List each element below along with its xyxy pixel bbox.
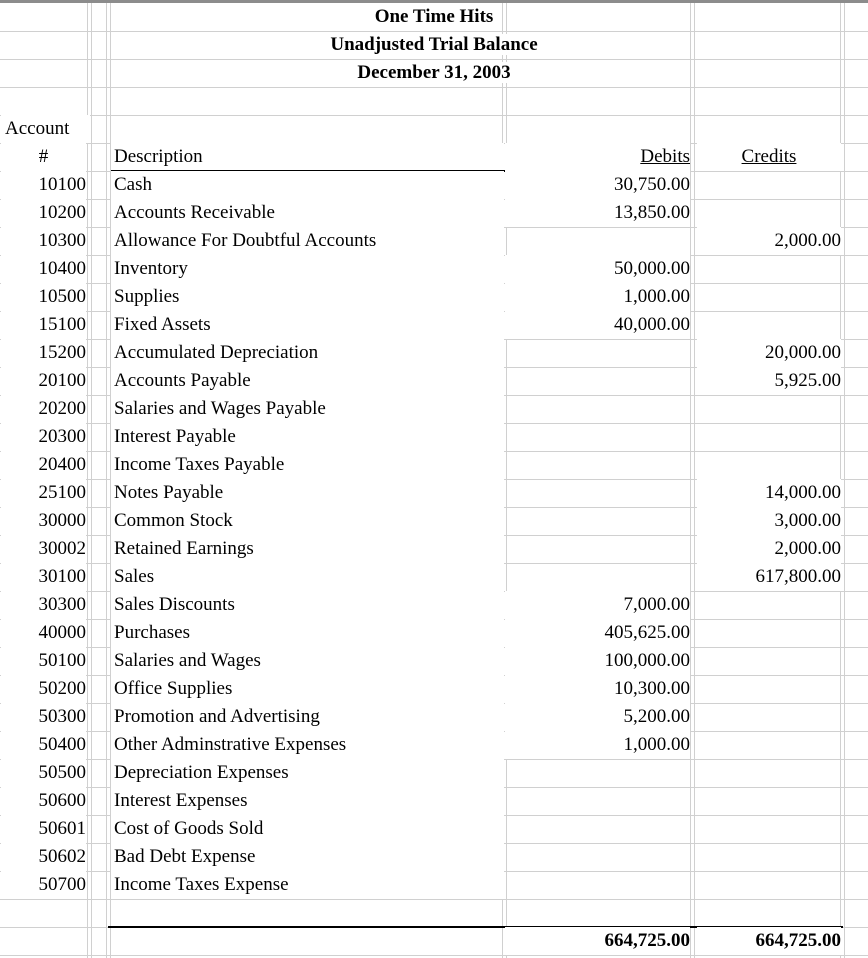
account-number[interactable]: 50400	[1, 731, 86, 759]
debit-amount[interactable]: 13,850.00	[505, 199, 690, 227]
account-number[interactable]: 15200	[1, 339, 86, 367]
credit-amount[interactable]: 20,000.00	[697, 339, 841, 367]
account-number[interactable]: 50601	[1, 815, 86, 843]
account-number[interactable]: 50200	[1, 675, 86, 703]
debit-amount[interactable]	[505, 507, 690, 535]
debit-amount[interactable]: 1,000.00	[505, 283, 690, 311]
account-description[interactable]: Accounts Payable	[111, 367, 504, 395]
account-description[interactable]: Income Taxes Expense	[111, 871, 504, 899]
debit-amount[interactable]: 1,000.00	[505, 731, 690, 759]
account-description[interactable]: Sales	[111, 563, 504, 591]
debit-amount[interactable]	[505, 563, 690, 591]
account-number[interactable]: 10500	[1, 283, 86, 311]
account-number[interactable]: 20200	[1, 395, 86, 423]
credit-amount[interactable]	[697, 843, 841, 871]
credit-amount[interactable]	[697, 759, 841, 787]
account-number[interactable]: 30100	[1, 563, 86, 591]
debit-amount[interactable]	[505, 871, 690, 899]
account-description[interactable]: Bad Debt Expense	[111, 843, 504, 871]
credit-amount[interactable]: 14,000.00	[697, 479, 841, 507]
account-number[interactable]: 50600	[1, 787, 86, 815]
column-gridline	[106, 0, 107, 958]
debits-header[interactable]: Debits	[505, 143, 690, 171]
account-number[interactable]: 10300	[1, 227, 86, 255]
account-description[interactable]: Retained Earnings	[111, 535, 504, 563]
account-number-header[interactable]: #	[1, 143, 86, 171]
column-gridline	[91, 0, 92, 958]
column-gridline	[87, 0, 88, 958]
account-description[interactable]: Notes Payable	[111, 479, 504, 507]
debit-amount[interactable]: 50,000.00	[505, 255, 690, 283]
account-description[interactable]: Income Taxes Payable	[111, 451, 504, 479]
account-description[interactable]: Supplies	[111, 283, 504, 311]
account-number[interactable]: 30002	[1, 535, 86, 563]
account-number[interactable]: 50602	[1, 843, 86, 871]
credit-amount[interactable]: 5,925.00	[697, 367, 841, 395]
debit-amount[interactable]	[505, 395, 690, 423]
account-description[interactable]: Interest Payable	[111, 423, 504, 451]
row-gridline	[0, 115, 868, 116]
credit-amount[interactable]	[697, 591, 841, 619]
account-description[interactable]: Salaries and Wages Payable	[111, 395, 504, 423]
report-title: Unadjusted Trial Balance	[330, 34, 538, 55]
account-number[interactable]: 15100	[1, 311, 86, 339]
credit-amount[interactable]	[697, 395, 841, 423]
account-number[interactable]: 30000	[1, 507, 86, 535]
credit-amount[interactable]	[697, 787, 841, 815]
column-gridline	[844, 0, 845, 958]
row-gridline	[0, 87, 868, 88]
account-description[interactable]: Purchases	[111, 619, 504, 647]
account-description[interactable]: Common Stock	[111, 507, 504, 535]
debit-amount[interactable]	[505, 423, 690, 451]
credits-header[interactable]: Credits	[697, 143, 841, 171]
credit-amount[interactable]	[697, 199, 841, 227]
credit-amount[interactable]	[697, 451, 841, 479]
debit-amount[interactable]	[505, 339, 690, 367]
credit-amount[interactable]	[697, 171, 841, 199]
account-description[interactable]: Accounts Receivable	[111, 199, 504, 227]
total-debits[interactable]: 664,725.00	[505, 927, 690, 955]
column-gridline	[694, 0, 695, 958]
debit-amount[interactable]: 5,200.00	[505, 703, 690, 731]
account-number[interactable]: 20400	[1, 451, 86, 479]
account-number[interactable]: 20100	[1, 367, 86, 395]
account-number[interactable]: 50500	[1, 759, 86, 787]
debit-amount[interactable]	[505, 451, 690, 479]
debit-amount[interactable]	[505, 787, 690, 815]
account-header[interactable]: Account	[1, 115, 90, 143]
account-description[interactable]: Fixed Assets	[111, 311, 504, 339]
account-description[interactable]: Accumulated Depreciation	[111, 339, 504, 367]
debit-amount[interactable]: 7,000.00	[505, 591, 690, 619]
credit-amount[interactable]	[697, 815, 841, 843]
account-description[interactable]: Promotion and Advertising	[111, 703, 504, 731]
account-number[interactable]: 25100	[1, 479, 86, 507]
account-description[interactable]: Salaries and Wages	[111, 647, 504, 675]
credit-amount[interactable]: 617,800.00	[697, 563, 841, 591]
account-description[interactable]: Allowance For Doubtful Accounts	[111, 227, 504, 255]
row-gridline	[0, 955, 868, 956]
account-number[interactable]: 10200	[1, 199, 86, 227]
account-number[interactable]: 50100	[1, 647, 86, 675]
debit-amount[interactable]	[505, 843, 690, 871]
credit-amount[interactable]	[697, 311, 841, 339]
row-gridline	[0, 899, 868, 900]
account-number[interactable]: 50700	[1, 871, 86, 899]
company-title: One Time Hits	[374, 6, 494, 27]
credit-amount[interactable]	[697, 255, 841, 283]
debit-amount[interactable]	[505, 535, 690, 563]
debit-amount[interactable]	[505, 759, 690, 787]
credit-amount[interactable]	[697, 647, 841, 675]
account-description[interactable]: Cash	[111, 171, 504, 199]
account-description[interactable]: Office Supplies	[111, 675, 504, 703]
account-description[interactable]: Depreciation Expenses	[111, 759, 504, 787]
debit-amount[interactable]	[505, 227, 690, 255]
credit-amount[interactable]: 2,000.00	[697, 535, 841, 563]
credit-amount[interactable]	[697, 675, 841, 703]
credit-amount[interactable]: 2,000.00	[697, 227, 841, 255]
account-description[interactable]: Other Adminstrative Expenses	[111, 731, 504, 759]
credit-amount[interactable]	[697, 703, 841, 731]
account-description[interactable]: Interest Expenses	[111, 787, 504, 815]
debit-amount[interactable]: 10,300.00	[505, 675, 690, 703]
account-description[interactable]: Cost of Goods Sold	[111, 815, 504, 843]
debit-amount[interactable]: 30,750.00	[505, 171, 690, 199]
credit-amount[interactable]	[697, 423, 841, 451]
credit-amount[interactable]	[697, 619, 841, 647]
debit-amount[interactable]: 100,000.00	[505, 647, 690, 675]
credit-amount[interactable]	[697, 731, 841, 759]
account-description[interactable]: Inventory	[111, 255, 504, 283]
debit-amount[interactable]	[505, 479, 690, 507]
report-date: December 31, 2003	[357, 62, 511, 83]
account-number[interactable]: 40000	[1, 619, 86, 647]
credit-amount[interactable]: 3,000.00	[697, 507, 841, 535]
account-number[interactable]: 20300	[1, 423, 86, 451]
account-number[interactable]: 10400	[1, 255, 86, 283]
column-gridline	[690, 0, 691, 958]
debit-amount[interactable]	[505, 815, 690, 843]
total-credits[interactable]: 664,725.00	[697, 927, 841, 955]
account-number[interactable]: 30300	[1, 591, 86, 619]
account-description[interactable]: Sales Discounts	[111, 591, 504, 619]
debit-amount[interactable]: 405,625.00	[505, 619, 690, 647]
credit-amount[interactable]	[697, 283, 841, 311]
debit-amount[interactable]: 40,000.00	[505, 311, 690, 339]
account-number[interactable]: 10100	[1, 171, 86, 199]
credit-amount[interactable]	[697, 871, 841, 899]
account-number[interactable]: 50300	[1, 703, 86, 731]
debit-amount[interactable]	[505, 367, 690, 395]
description-header[interactable]: Description	[111, 143, 504, 171]
